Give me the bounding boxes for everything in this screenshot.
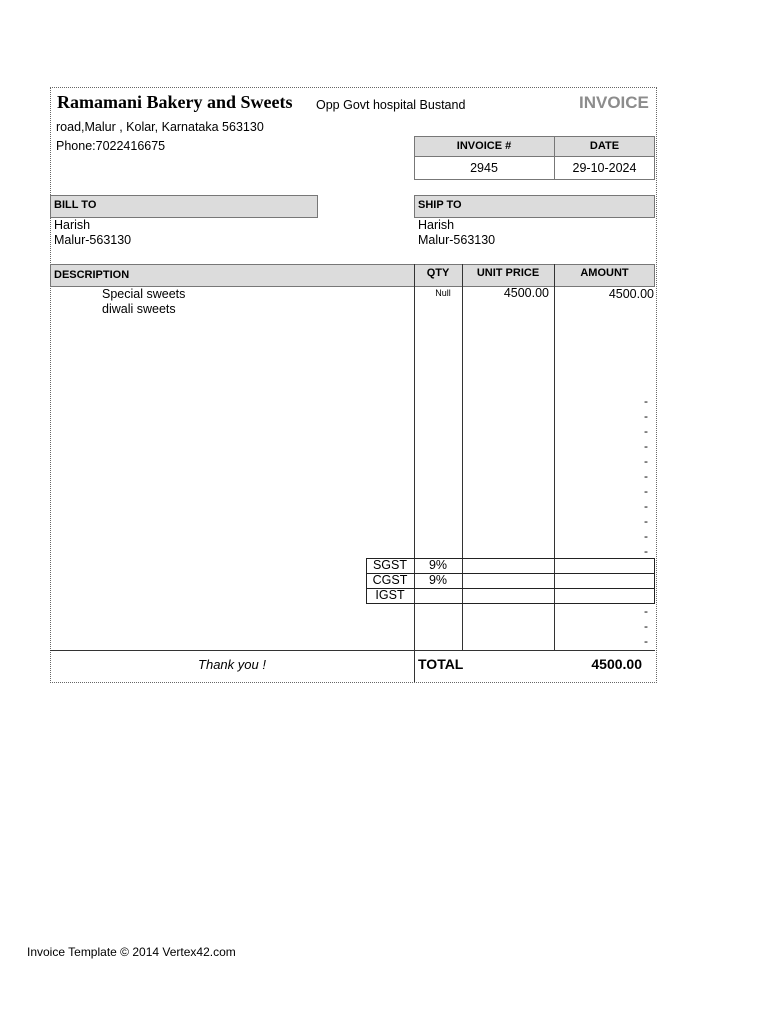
item-description: Special sweets: [102, 287, 186, 301]
thank-you-note: Thank you !: [198, 657, 266, 672]
empty-amount-dash: -: [644, 484, 648, 498]
column-description: DESCRIPTION: [54, 269, 130, 281]
invoice-date: 29-10-2024: [572, 161, 637, 175]
ship-to-address: Malur-563130: [418, 233, 496, 247]
company-address-line2: road,Malur , Kolar, Karnataka 563130: [56, 120, 264, 134]
company-address-line1: Opp Govt hospital Bustand: [316, 98, 466, 112]
company-phone: Phone:7022416675: [56, 139, 166, 153]
empty-amount-dash: -: [644, 529, 648, 543]
company-name: Ramamani Bakery and Sweets: [57, 92, 293, 112]
empty-amount-dash: -: [644, 394, 648, 408]
tax-rate-sgst: 9%: [428, 558, 448, 572]
total-row-divider: [414, 650, 415, 682]
column-amount: AMOUNT: [580, 267, 629, 279]
empty-amount-dash: -: [644, 619, 648, 633]
total-value: 4500.00: [591, 656, 642, 672]
column-unit-price: UNIT PRICE: [476, 267, 540, 279]
tax-name-sgst: SGST: [372, 558, 408, 572]
empty-amount-dash: -: [644, 409, 648, 423]
empty-amount-dash: -: [644, 514, 648, 528]
tax-name-igst: IGST: [375, 588, 405, 602]
invoice-number-label: INVOICE #: [456, 140, 512, 152]
empty-amount-dash: -: [644, 469, 648, 483]
bill-to-label: BILL TO: [54, 199, 97, 211]
item-description: diwali sweets: [102, 302, 176, 316]
total-row-top-border: [50, 650, 655, 651]
empty-amount-dash: -: [644, 439, 648, 453]
tax-rate-cgst: 9%: [428, 573, 448, 587]
bill-to-address: Malur-563130: [54, 233, 132, 247]
document-title: INVOICE: [579, 93, 649, 112]
date-label: DATE: [589, 140, 620, 152]
bill-to-name: Harish: [54, 218, 91, 232]
invoice-number: 2945: [470, 161, 498, 175]
empty-amount-dash: -: [644, 544, 648, 558]
empty-amount-dash: -: [644, 499, 648, 513]
tax-name-cgst: CGST: [372, 573, 408, 587]
total-label: TOTAL: [418, 656, 464, 672]
item-unit-price: 4500.00: [503, 286, 549, 300]
empty-amount-dash: -: [644, 454, 648, 468]
column-qty: QTY: [426, 267, 450, 279]
item-amount: 4500.00: [608, 287, 654, 301]
empty-amount-dash: -: [644, 604, 648, 618]
ship-to-label: SHIP TO: [418, 199, 462, 211]
template-credit: Invoice Template © 2014 Vertex42.com: [27, 945, 236, 959]
item-qty: Null: [435, 288, 451, 298]
empty-amount-dash: -: [644, 634, 648, 648]
ship-to-name: Harish: [418, 218, 455, 232]
empty-amount-dash: -: [644, 424, 648, 438]
